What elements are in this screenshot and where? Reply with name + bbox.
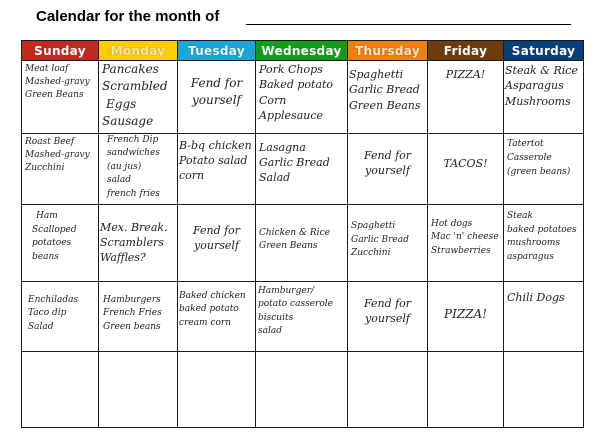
day-cell[interactable] [256, 281, 348, 351]
menu-item: Scramblers [100, 235, 164, 249]
menu-item: PIZZA! [445, 68, 486, 81]
day-cell[interactable] [348, 133, 428, 204]
menu-item: asparagus [507, 252, 554, 263]
day-cell[interactable] [256, 133, 348, 204]
menu-item: Hamburger/ [258, 285, 315, 296]
day-cell[interactable] [22, 281, 99, 351]
day-cell-empty[interactable] [99, 351, 178, 427]
week-row-2 [22, 133, 584, 204]
day-cell[interactable] [178, 61, 256, 134]
menu-item: Taco dip [28, 308, 67, 319]
page-title: Calendar for the month of [36, 8, 220, 25]
menu-item: Mashed-gravy [25, 77, 90, 88]
menu-item: Chili Dogs [507, 290, 565, 304]
day-header-wednesday: Wednesday [256, 41, 348, 61]
day-cell[interactable] [428, 281, 504, 351]
day-header-thursday: Thursday [348, 41, 428, 61]
day-cell[interactable] [504, 281, 584, 351]
menu-item: baked potato [179, 304, 239, 315]
menu-item: Green Beans [349, 98, 421, 112]
day-cell[interactable] [99, 204, 178, 281]
menu-item: Spaghetti [349, 68, 404, 81]
menu-item: salad [107, 175, 131, 186]
menu-item: Tatertot [507, 138, 544, 149]
menu-item: Spaghetti [351, 220, 396, 231]
day-cell-empty[interactable] [348, 351, 428, 427]
day-header-sunday: Sunday [22, 41, 99, 61]
menu-item: salad [258, 326, 282, 337]
week-row-5 [22, 351, 584, 427]
menu-item: Strawberries [431, 245, 491, 256]
day-cell[interactable] [348, 281, 428, 351]
day-header-saturday: Saturday [504, 41, 584, 61]
menu-item: (green beans) [507, 167, 571, 178]
menu-item: B-bq chicken [179, 138, 252, 152]
menu-item: french fries [107, 188, 160, 199]
menu-item: Fend for [363, 296, 412, 310]
menu-item: mushrooms [507, 238, 561, 249]
menu-item: Potato salad [179, 153, 248, 167]
day-header-row [22, 41, 584, 61]
day-cell[interactable] [99, 61, 178, 134]
day-cell[interactable] [504, 204, 584, 281]
menu-item: Baked chicken [179, 290, 246, 301]
menu-item: Garlic Bread [349, 83, 420, 97]
menu-item: Green Beans [259, 240, 318, 251]
menu-item: yourself [191, 93, 241, 108]
menu-item: Garlic Bread [259, 155, 330, 169]
day-cell[interactable] [178, 204, 256, 281]
menu-item: baked potatoes [507, 224, 577, 235]
day-cell-empty[interactable] [428, 351, 504, 427]
menu-item: Salad [259, 171, 291, 185]
week-row-3 [22, 204, 584, 281]
menu-item: Salad [28, 321, 54, 332]
menu-item: French Dip [107, 134, 159, 145]
week-row-1 [22, 61, 584, 134]
day-cell[interactable] [256, 204, 348, 281]
menu-item: corn [179, 169, 205, 183]
menu-item: Fend for [192, 223, 241, 237]
menu-item: Asparagus [505, 79, 564, 93]
menu-item: TACOS! [443, 156, 488, 170]
menu-item: sandwiches [107, 148, 160, 159]
menu-item: Mashed-gravy [25, 149, 90, 160]
menu-item: Fend for [363, 148, 412, 162]
menu-item: Roast Beef [25, 136, 75, 147]
menu-item: Pancakes [102, 62, 159, 76]
day-cell[interactable] [428, 204, 504, 281]
menu-item: Green Beans [25, 90, 84, 101]
menu-item: (au jus) [107, 161, 142, 172]
menu-item: Steak [507, 210, 533, 221]
menu-item: Garlic Bread [351, 234, 409, 245]
menu-item: Mushrooms [505, 94, 571, 108]
menu-item: Zucchini [25, 162, 65, 173]
menu-item: Mac 'n' cheese [431, 232, 499, 243]
day-cell-empty[interactable] [178, 351, 256, 427]
menu-item: Zucchini [351, 248, 391, 259]
day-cell[interactable] [504, 133, 584, 204]
day-cell[interactable] [22, 133, 99, 204]
day-header-tuesday: Tuesday [178, 41, 256, 61]
menu-item: Scalloped [32, 224, 77, 235]
menu-item: Hamburgers [103, 294, 161, 305]
day-cell[interactable] [428, 133, 504, 204]
day-cell[interactable] [22, 61, 99, 134]
menu-item: beans [32, 252, 59, 263]
day-cell[interactable] [504, 61, 584, 134]
month-blank-line [246, 24, 571, 25]
menu-item: Meat loaf [25, 64, 69, 74]
menu-item: yourself [365, 163, 410, 177]
menu-item: Pork Chops [259, 63, 323, 76]
week-row-4 [22, 281, 584, 351]
menu-item: Fend for [190, 76, 243, 90]
day-cell[interactable] [428, 61, 504, 134]
menu-item: potato casserole [258, 299, 333, 310]
day-cell[interactable] [178, 281, 256, 351]
day-cell[interactable] [99, 281, 178, 351]
menu-item: Enchiladas [28, 294, 79, 305]
day-cell[interactable] [22, 204, 99, 281]
menu-item: Sausage [102, 114, 154, 129]
day-cell[interactable] [99, 133, 178, 204]
day-cell-empty[interactable] [22, 351, 99, 427]
menu-item: cream corn [179, 317, 231, 328]
menu-item: potatoes [32, 238, 72, 249]
menu-item: Chicken & Rice [259, 227, 330, 238]
day-cell[interactable] [256, 61, 348, 134]
menu-item: Scrambled [102, 79, 168, 94]
menu-item: Casserole [507, 152, 552, 163]
menu-item: biscuits [258, 312, 294, 323]
menu-item: Ham [36, 210, 58, 221]
day-cell-empty[interactable] [504, 351, 584, 427]
day-cell[interactable] [178, 133, 256, 204]
menu-item: Mex. Break. [100, 220, 168, 234]
day-header-friday: Friday [428, 41, 504, 61]
day-cell[interactable] [348, 204, 428, 281]
menu-item: Green beans [103, 321, 161, 332]
menu-item: Lasagna [259, 140, 306, 154]
menu-item: Steak & Rice [505, 64, 578, 77]
menu-item: French Fries [103, 308, 162, 319]
menu-item: Corn [259, 93, 287, 107]
menu-item: Eggs [106, 96, 137, 111]
day-cell[interactable] [348, 61, 428, 134]
menu-item: Applesauce [259, 109, 324, 123]
day-cell-empty[interactable] [256, 351, 348, 427]
menu-item: Baked potato [259, 78, 334, 92]
menu-item: yourself [194, 238, 239, 252]
menu-item: Waffles? [100, 251, 146, 265]
calendar-table [21, 40, 584, 428]
menu-item: PIZZA! [444, 306, 487, 321]
menu-item: yourself [365, 311, 410, 325]
menu-item: Hot dogs [431, 218, 473, 229]
day-header-monday: Monday [99, 41, 178, 61]
